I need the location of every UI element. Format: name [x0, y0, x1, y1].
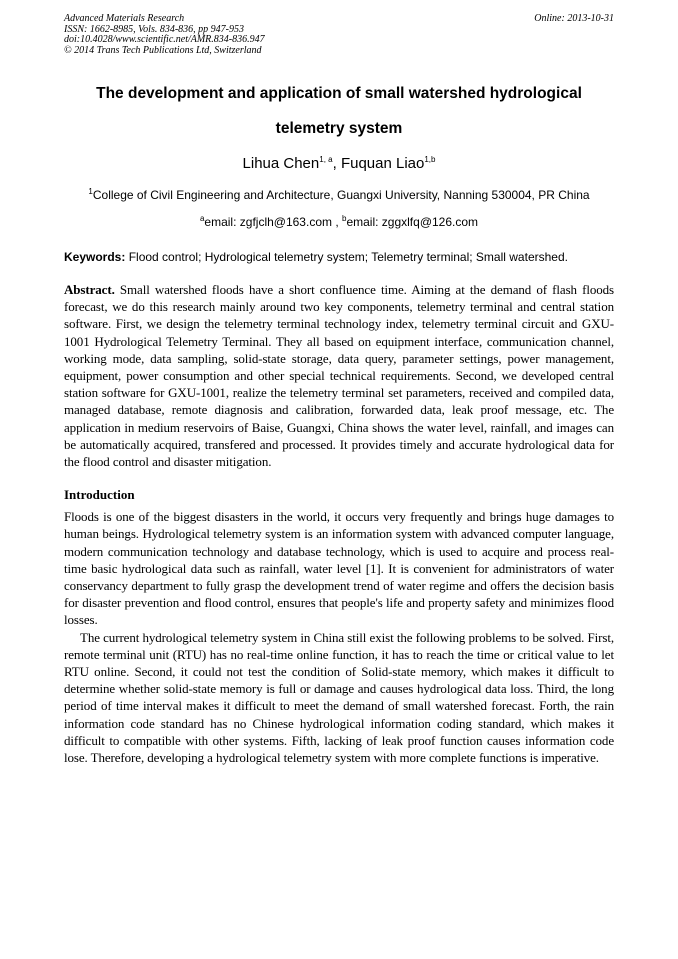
- email-b: email: zggxlfq@126.com: [346, 215, 479, 229]
- paper-title: [64, 76, 614, 146]
- abstract-label: Abstract.: [64, 282, 115, 297]
- keywords: [64, 250, 614, 265]
- author-1-name: Lihua Chen: [242, 155, 320, 172]
- author-2-name: Fuquan Liao: [340, 155, 425, 172]
- copyright-line: © 2014 Trans Tech Publications Ltd, Switzerland: [64, 44, 262, 56]
- online-date: Online: 2013-10-31: [534, 13, 614, 24]
- author-emails: [64, 215, 614, 230]
- author-2-superscript: 1,b: [424, 155, 436, 164]
- introduction-heading: Introduction: [64, 487, 135, 503]
- author-list: [64, 154, 614, 174]
- affiliation-text: College of Civil Engineering and Architecture, Guangxi University, Nanning 530004, PR China: [92, 188, 590, 202]
- affiliation: [64, 188, 614, 203]
- journal-header: [64, 14, 614, 56]
- keywords-text: Flood control; Hydrological telemetry system; Telemetry terminal; Small watershed.: [125, 250, 568, 264]
- title-line-2: telemetry system: [275, 120, 403, 137]
- author-1-superscript: 1, a: [319, 155, 333, 164]
- journal-name: Advanced Materials Research: [64, 13, 185, 24]
- title-line-1: The development and application of small watershed hydrological: [96, 85, 582, 102]
- affiliation-superscript: 1: [88, 187, 93, 196]
- doi-line: doi:10.4028/www.scientific.net/AMR.834-836.947: [64, 34, 265, 45]
- introduction-paragraph-2: The current hydrological telemetry system in China still exist the following problems to be solved. First, remote terminal unit (RTU) has no real-time online function, it has to reach the time or critical value to let RTU online. Second, it could not test the condition of Solid-state memory, which makes it difficult to determine whether solid-state memory is full or damage and causes hydrological data loss. Third, the long period of time interval makes it difficult to meet the demand of small watershed forecast. Forth, the rain information code standard has no Chinese hydrological information coding standard, which makes it difficult to compatible with other systems. Fifth, lacking of leak proof function causes information code lose. Therefore, developing a hydrological telemetry system with more complete functions is imperative.: [64, 629, 614, 766]
- email-a: email: zgfjclh@163.com ,: [204, 215, 342, 229]
- abstract: [64, 281, 614, 470]
- email-b-superscript: b: [342, 214, 347, 223]
- author-separator: ,: [332, 155, 341, 172]
- abstract-text: Small watershed floods have a short confluence time. Aiming at the demand of flash floods forecast, we do this research mainly around two key components, telemetry terminal and central station software. First, we design the telemetry terminal technology index, telemetry terminal circuit and GXU-1001 Hydrological Telemetry Terminal. They all based on equipment interface, communication channel, working mode, data sampling, solid-state storage, data query, parameter settings, power management, equipment, power consumption and other special technical requirements. Second, we developed central station software for GXU-1001, realize the telemetry terminal set parameters, received and compiled data, managed database, remote diagnosis and calibration, forwarded data, leak proof message, etc. The application in medium reservoirs of Baise, Guangxi, China shows the water level, rainfall, and images can be automatically acquired, transfered and processed. It provides timely and accurate hydrological data for the flood control and disaster mitigation.: [64, 282, 614, 470]
- keywords-label: Keywords:: [64, 250, 126, 264]
- introduction-paragraph-1: Floods is one of the biggest disasters in the world, it occurs very frequently and brings huge damages to human beings. Hydrological telemetry system is an information system with advanced computer language, modern communication technology and database technology, which is used to acquire and process real-time basic hydrological data such as rainfall, water level [1]. It is convenient for administrators of water conservancy department to fully grasp the development trend of water regime and offers the decision basis for disaster prevention and flood control, ensures that people's life and property safety and minimizes flood losses.: [64, 509, 614, 628]
- issn-line: ISSN: 1662-8985, Vols. 834-836, pp 947-953: [64, 23, 244, 35]
- email-a-superscript: a: [199, 214, 205, 223]
